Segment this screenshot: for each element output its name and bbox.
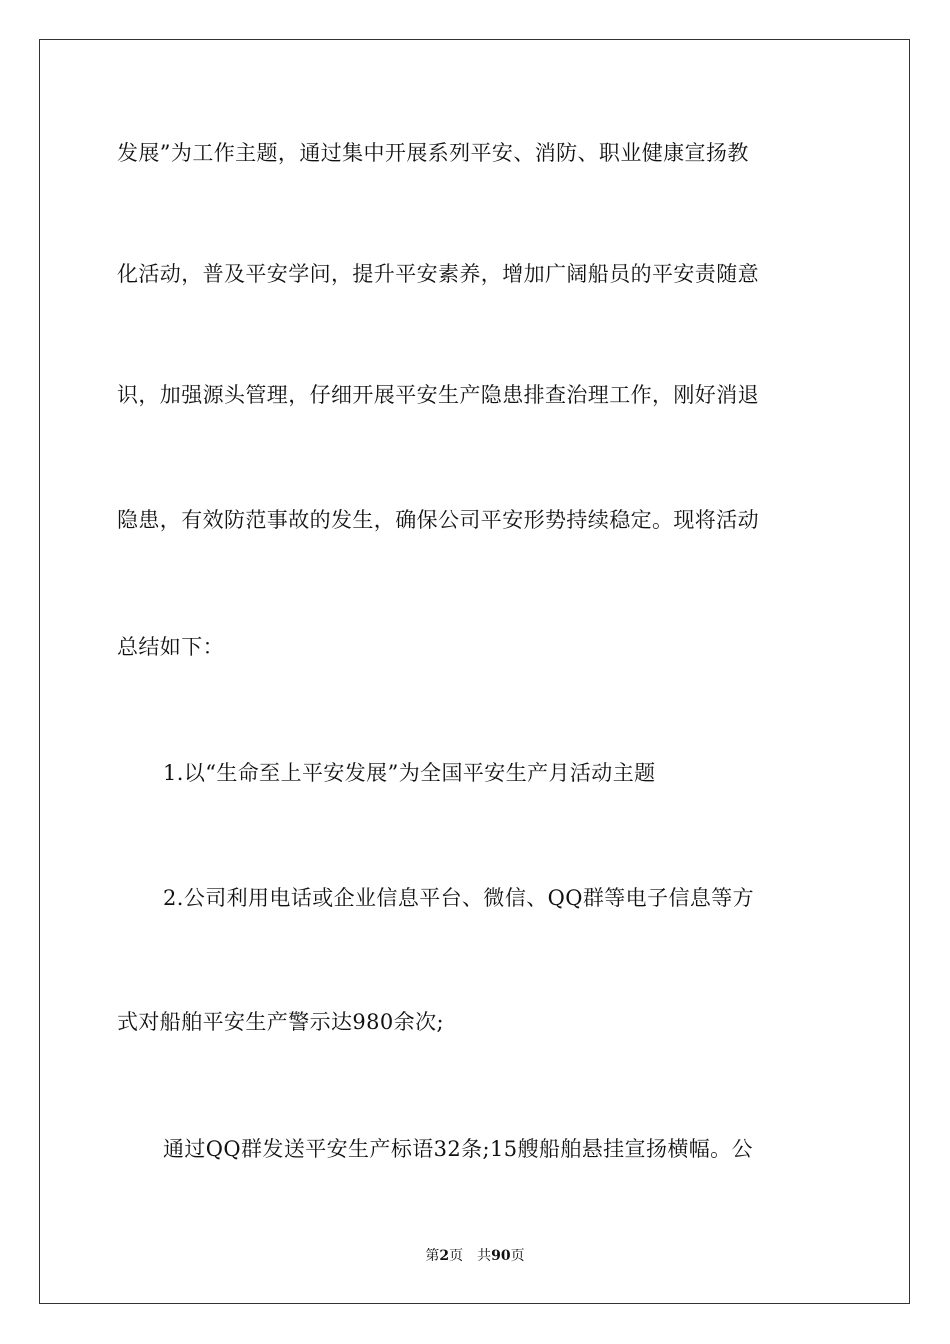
body-line-8: 式对船舶平安生产警示达980余次; bbox=[117, 1010, 444, 1034]
footer-total-prefix: 共 bbox=[477, 1248, 492, 1264]
body-line-3: 识，加强源头管理，仔细开展平安生产隐患排查治理工作，刚好消退 bbox=[117, 383, 759, 407]
list-item-2: 2.公司利用电话或企业信息平台、微信、QQ群等电子信息等方 bbox=[163, 886, 755, 910]
body-line-2: 化活动，普及平安学问，提升平安素养，增加广阔船员的平安责随意 bbox=[117, 262, 759, 286]
body-line-5: 总结如下： bbox=[117, 635, 224, 659]
page-frame bbox=[39, 39, 910, 1304]
footer-page-suffix: 页 bbox=[449, 1248, 464, 1264]
list-item-1: 1.以“生命至上平安发展”为全国平安生产月活动主题 bbox=[163, 761, 656, 785]
page-footer bbox=[0, 1246, 950, 1266]
footer-total-pages: 90 bbox=[491, 1248, 511, 1264]
footer-page-prefix: 第 bbox=[425, 1248, 440, 1264]
footer-page-number: 2 bbox=[439, 1248, 450, 1264]
body-line-1: 发展”为工作主题，通过集中开展系列平安、消防、职业健康宣扬教 bbox=[117, 141, 749, 165]
body-line-9: 通过QQ群发送平安生产标语32条;15艘船舶悬挂宣扬横幅。公 bbox=[163, 1137, 753, 1161]
body-line-4: 隐患，有效防范事故的发生，确保公司平安形势持续稳定。现将活动 bbox=[117, 508, 759, 532]
footer-total-suffix: 页 bbox=[510, 1248, 525, 1264]
